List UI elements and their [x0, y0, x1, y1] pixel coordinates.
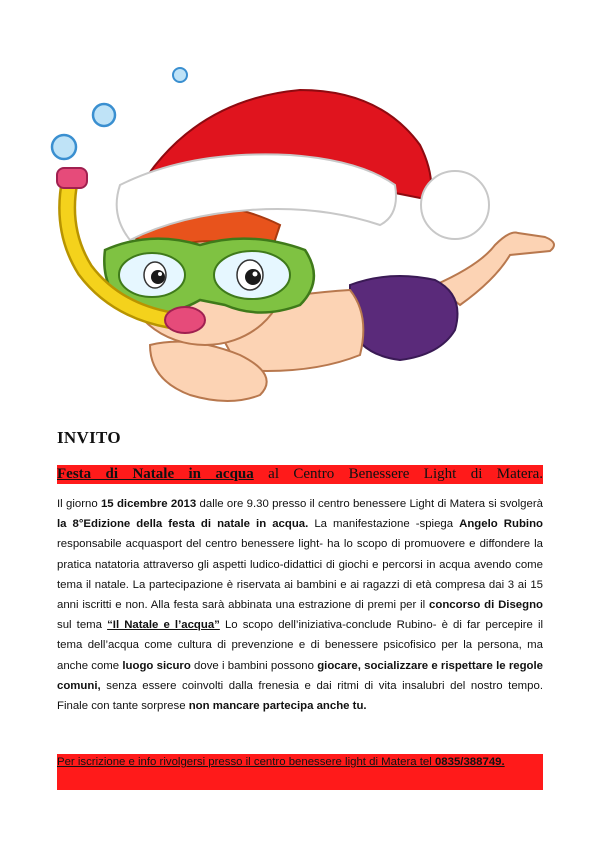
contest-name: concorso di Disegno	[429, 599, 544, 612]
body-text: dove i bambini possono	[190, 659, 318, 672]
body-text: dalle ore 9.30 presso il centro benessere Light di Matera si svolgerà	[196, 498, 543, 510]
bubble-icon	[52, 135, 76, 159]
event-location: al Centro Benessere Light di Matera.	[253, 466, 543, 482]
highlight-safe-place: luogo sicuro	[122, 659, 191, 672]
bubble-icon	[173, 68, 187, 82]
contact-text: Per iscrizione e info rivolgersi presso il centro benessere light di Matera tel	[57, 756, 435, 768]
body-text: Lo scopo dell’iniziativa-conclude Rubino- è di far percepire il tema dell’acqua come cultura di prevenzione e di benessere psicofisico per la persona, ma anche come	[57, 619, 544, 672]
contest-theme: “Il Natale e l’acqua”	[107, 619, 220, 632]
event-subtitle	[57, 465, 543, 484]
bubble-icon	[93, 104, 115, 126]
contact-info	[57, 754, 543, 790]
highlight-activities: giocare, socializzare e rispettare le regole comuni,	[57, 659, 543, 692]
invite-body	[57, 494, 543, 716]
invite-heading: INVITO	[57, 428, 121, 447]
organizer-name: Angelo Rubino	[459, 518, 543, 531]
closing-line: non mancare partecipa anche tu.	[188, 700, 367, 713]
event-name: Festa di Natale in acqua	[57, 466, 254, 482]
event-date: 15 dicembre 2013	[100, 498, 197, 510]
body-text: responsabile acquasport del centro benessere light- ha lo scopo di promuovere e diffondere la pratica natatoria attraverso gli aspetti ludico-didattici di giochi e percorsi in acqua avendo come tema il natale. La partecipazione è riservata ai bambini e ai ragazzi di età compresa dai 3 ai 15 anni iscritti e non. Alla festa sarà abbinata una estrazione di premi per il	[57, 538, 543, 612]
event-edition: la 8°Edizione della festa di natale in acqua.	[57, 518, 309, 531]
body-text: La manifestazione -spiega	[308, 518, 460, 531]
body-text: sul tema	[57, 619, 108, 632]
body-text: senza essere coinvolti dalla frenesia e dai ritmi di vita insalubri del nostro tempo. Finale con tante sorprese	[57, 679, 543, 713]
body-text: Il giorno	[57, 498, 101, 510]
snorkeling-child-illustration	[40, 55, 570, 425]
contact-phone: 0835/388749.	[434, 756, 505, 768]
